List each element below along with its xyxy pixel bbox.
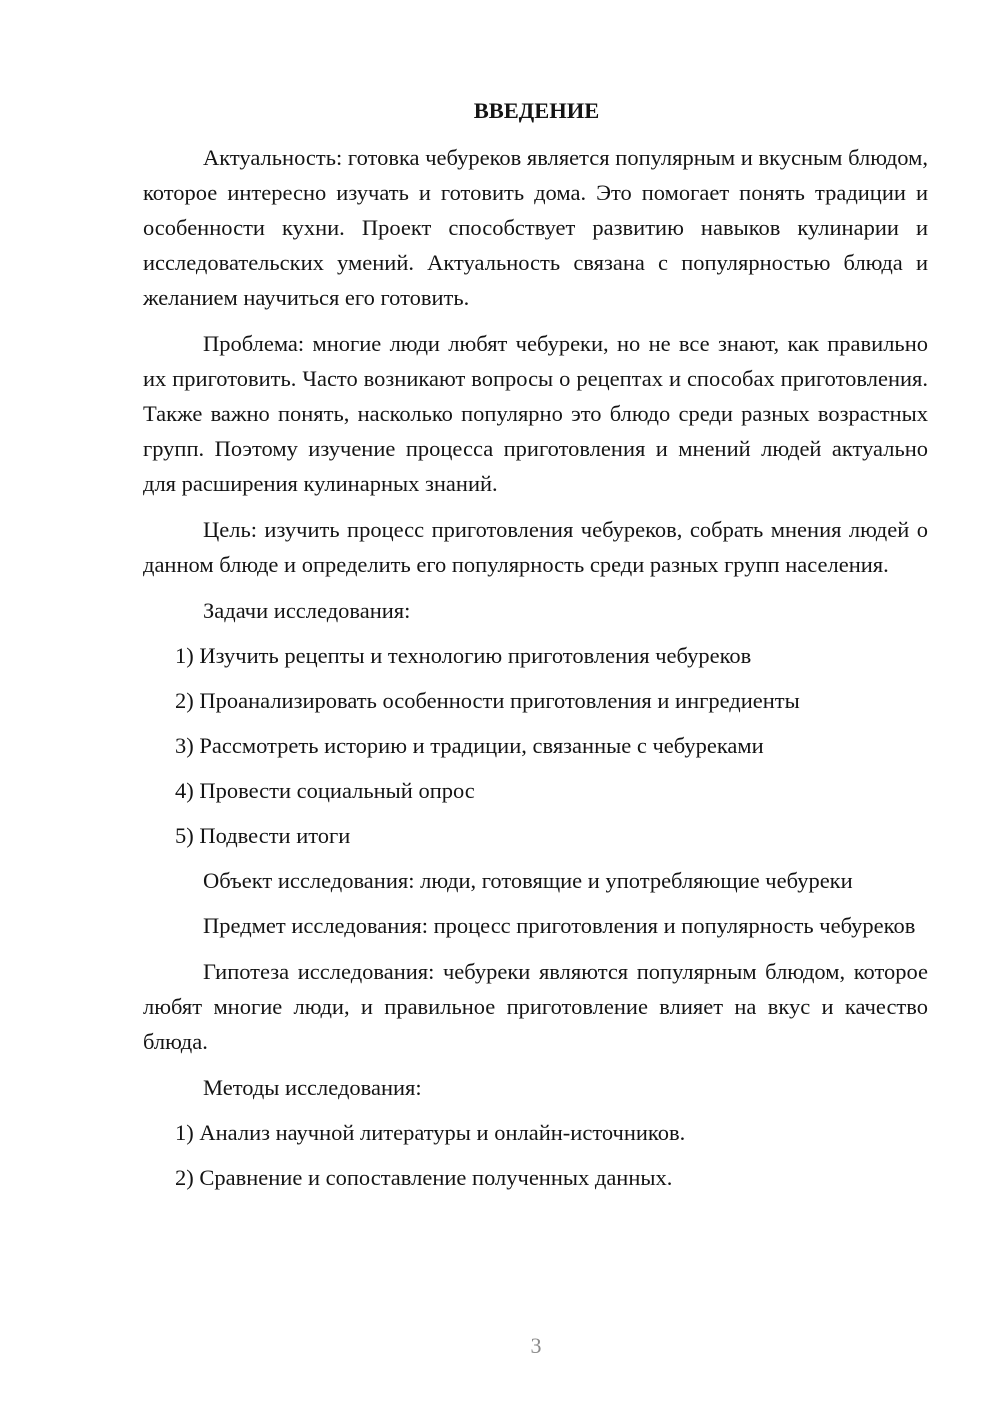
subject-paragraph: Предмет исследования: процесс приготовления и популярность чебуреков xyxy=(203,913,916,938)
page-number: 3 xyxy=(530,1333,542,1358)
list-item: 4) Провести социальный опрос xyxy=(175,778,475,803)
relevance-paragraph: Актуальность: готовка чебуреков является популярным и вкусным блюдом, которое интересно изучать и готовить дома. Это помогает понять традиции и особенности кухни. Проект способствует развитию навыков кулинарии и исследовательских умений. Актуальность связана с популярностью блюда и желанием научиться его готовить. xyxy=(143,145,928,310)
list-item: 1) Изучить рецепты и технологию приготовления чебуреков xyxy=(175,643,752,668)
list-item: 3) Рассмотреть историю и традиции, связанные с чебуреками xyxy=(175,733,764,758)
goal-paragraph: Цель: изучить процесс приготовления чебуреков, собрать мнения людей о данном блюде и определить его популярность среди разных групп населения. xyxy=(143,517,928,577)
list-item: 2) Сравнение и сопоставление полученных данных. xyxy=(175,1165,673,1190)
list-item: 5) Подвести итоги xyxy=(175,823,351,848)
list-item: 2) Проанализировать особенности приготовления и ингредиенты xyxy=(175,688,800,713)
tasks-list xyxy=(143,638,928,853)
object-paragraph: Объект исследования: люди, готовящие и употребляющие чебуреки xyxy=(203,868,853,893)
methods-list xyxy=(143,1115,928,1195)
tasks-heading: Задачи исследования: xyxy=(203,598,411,623)
hypothesis-paragraph: Гипотеза исследования: чебуреки являются популярным блюдом, которое любят многие люди, и правильное приготовление влияет на вкус и качество блюда. xyxy=(143,959,928,1054)
page-title: ВВЕДЕНИЕ xyxy=(473,98,600,123)
page-content xyxy=(143,94,928,1205)
methods-heading: Методы исследования: xyxy=(203,1075,422,1100)
problem-paragraph: Проблема: многие люди любят чебуреки, но не все знают, как правильно их приготовить. Часто возникают вопросы о рецептах и способах приготовления. Также важно понять, насколько популярно это блюдо среди разных возрастных групп. Поэтому изучение процесса приготовления и мнений людей актуально для расширения кулинарных знаний. xyxy=(143,331,928,496)
list-item: 1) Анализ научной литературы и онлайн-источников. xyxy=(175,1120,686,1145)
